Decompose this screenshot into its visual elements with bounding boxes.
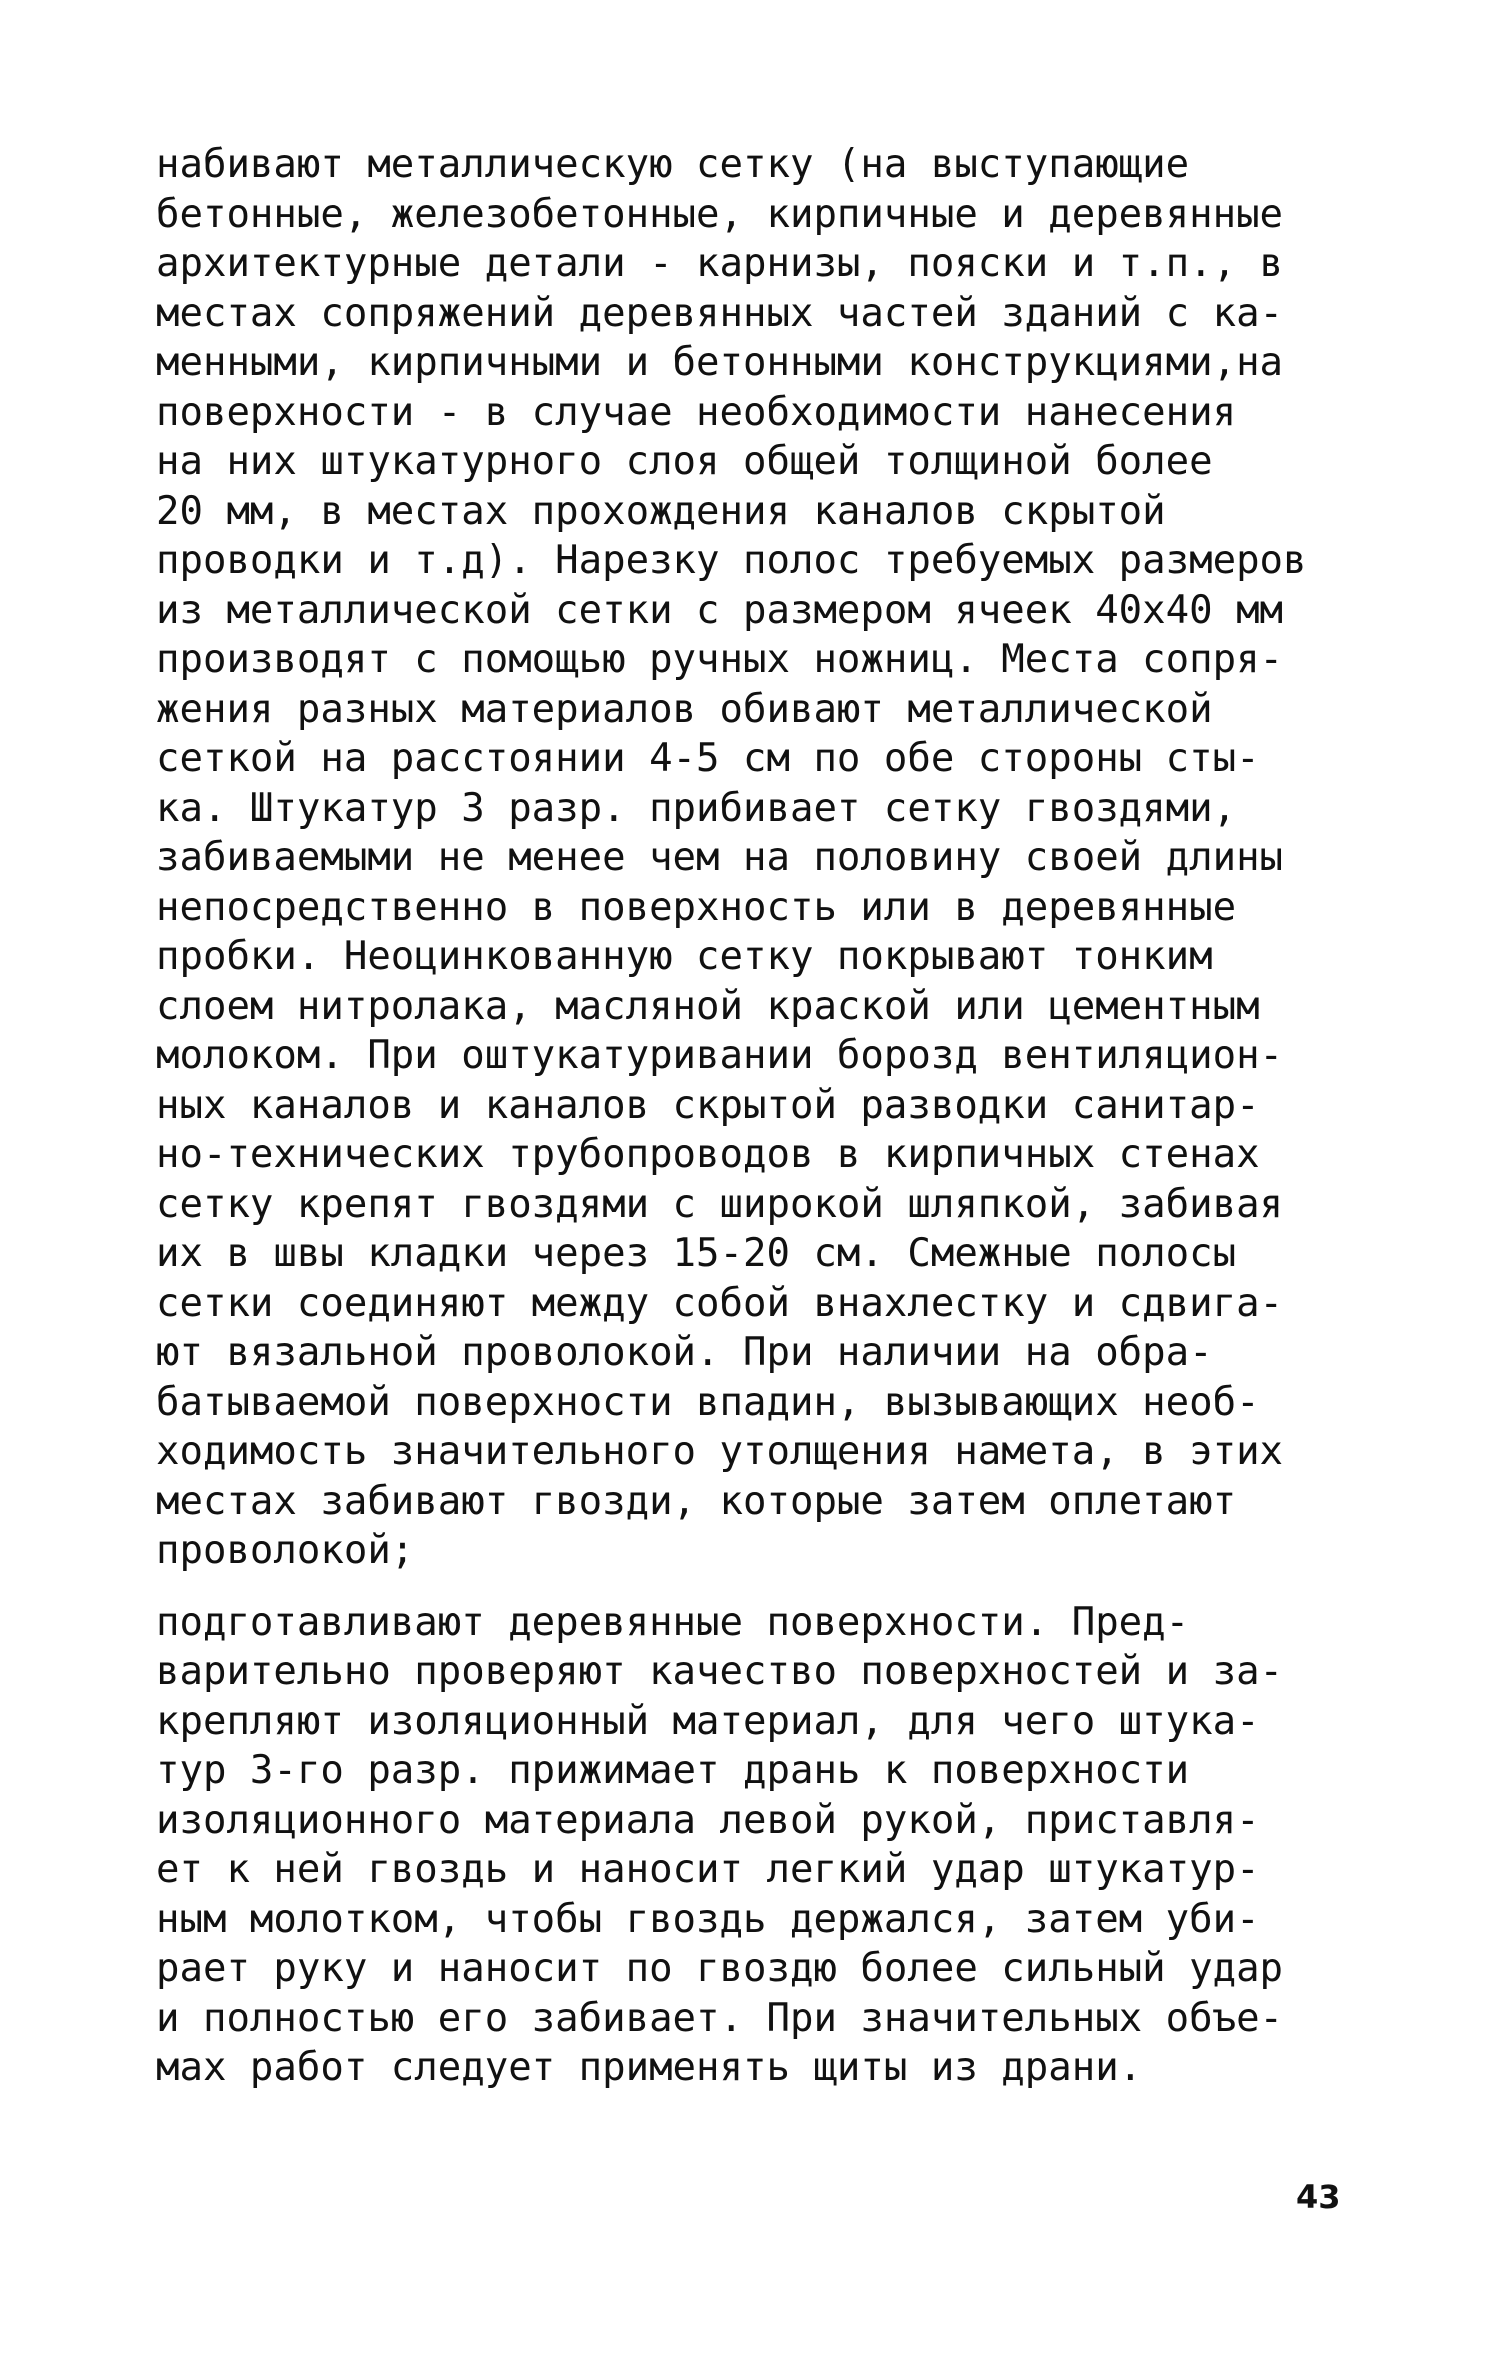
text-line: производят с помощью ручных ножниц. Места сопря-	[156, 637, 1284, 682]
text-line: ных каналов и каналов скрытой разводки санитар-	[156, 1082, 1260, 1128]
text-line: архитектурные детали - карнизы, пояски и т.п., в	[156, 241, 1284, 286]
text-line: подготавливают деревянные поверхности. Пред-	[156, 1599, 1190, 1645]
text-line: мах работ следует применять щиты из драни.	[156, 2045, 1143, 2090]
text-line: забиваемыми не менее чем на половину своей длины	[156, 835, 1284, 880]
text-line: ходимость значительного утолщения намета, в этих	[156, 1429, 1284, 1474]
text-line: ка. Штукатур 3 разр. прибивает сетку гвоздями,	[156, 785, 1237, 831]
text-line: жения разных материалов обивают металлической	[156, 686, 1213, 732]
text-line: менными, кирпичными и бетонными конструкциями,на	[156, 340, 1284, 385]
text-line: рает руку и наносит по гвоздю более сильный удар	[156, 1946, 1284, 1991]
text-line: ет к ней гвоздь и наносит легкий удар штукатур-	[156, 1847, 1260, 1892]
text-line: молоком. При оштукатуривании борозд вентиляцион-	[156, 1033, 1284, 1078]
paragraph	[156, 140, 1356, 1576]
text-line: слоем нитролака, масляной краской или цементным	[156, 983, 1260, 1029]
text-line: их в швы кладки через 15-20 см. Смежные полосы	[156, 1231, 1237, 1276]
text-line: ным молотком, чтобы гвоздь держался, затем уби-	[156, 1896, 1260, 1942]
text-line: сетки соединяют между собой внахлестку и сдвига-	[156, 1280, 1284, 1326]
text-line: бетонные, железобетонные, кирпичные и деревянные	[156, 191, 1284, 237]
text-line: батываемой поверхности впадин, вызывающих необ-	[156, 1379, 1260, 1425]
text-line: непосредственно в поверхность или в деревянные	[156, 884, 1237, 930]
text-line: тур 3-го разр. прижимает дрань к поверхности	[156, 1748, 1190, 1793]
text-line: набивают металлическую сетку (на выступающие	[156, 142, 1190, 187]
text-line: проволокой;	[156, 1528, 415, 1573]
text-line: из металлической сетки с размером ячеек 40х40 мм	[156, 587, 1284, 633]
text-line: местах сопряжений деревянных частей зданий с ка-	[156, 290, 1284, 336]
text-line: сетку крепят гвоздями с широкой шляпкой, забивая	[156, 1181, 1284, 1227]
text-line: местах забивают гвозди, которые затем оплетают	[156, 1478, 1237, 1524]
body-text	[156, 140, 1356, 2093]
text-line: но-технических трубопроводов в кирпичных стенах	[156, 1132, 1260, 1177]
text-line: 20 мм, в местах прохождения каналов скрытой	[156, 488, 1166, 534]
paragraph	[156, 1598, 1356, 2093]
text-line: изоляционного материала левой рукой, приставля-	[156, 1797, 1260, 1843]
text-line: на них штукатурного слоя общей толщиной более	[156, 439, 1213, 484]
text-line: варительно проверяют качество поверхностей и за-	[156, 1649, 1284, 1694]
paragraph-gap	[156, 1576, 1356, 1598]
text-line: и полностью его забивает. При значительных объе-	[156, 1995, 1284, 2041]
text-line: крепляют изоляционный материал, для чего штука-	[156, 1698, 1260, 1744]
text-line: ют вязальной проволокой. При наличии на обра-	[156, 1330, 1213, 1375]
text-line: проводки и т.д). Нарезку полос требуемых размеров	[156, 538, 1307, 583]
page-number: 43	[1296, 2178, 1341, 2216]
text-line: пробки. Неоцинкованную сетку покрывают тонким	[156, 934, 1213, 979]
text-line: поверхности - в случае необходимости нанесения	[156, 389, 1237, 435]
text-line: сеткой на расстоянии 4-5 см по обе стороны сты-	[156, 736, 1260, 781]
